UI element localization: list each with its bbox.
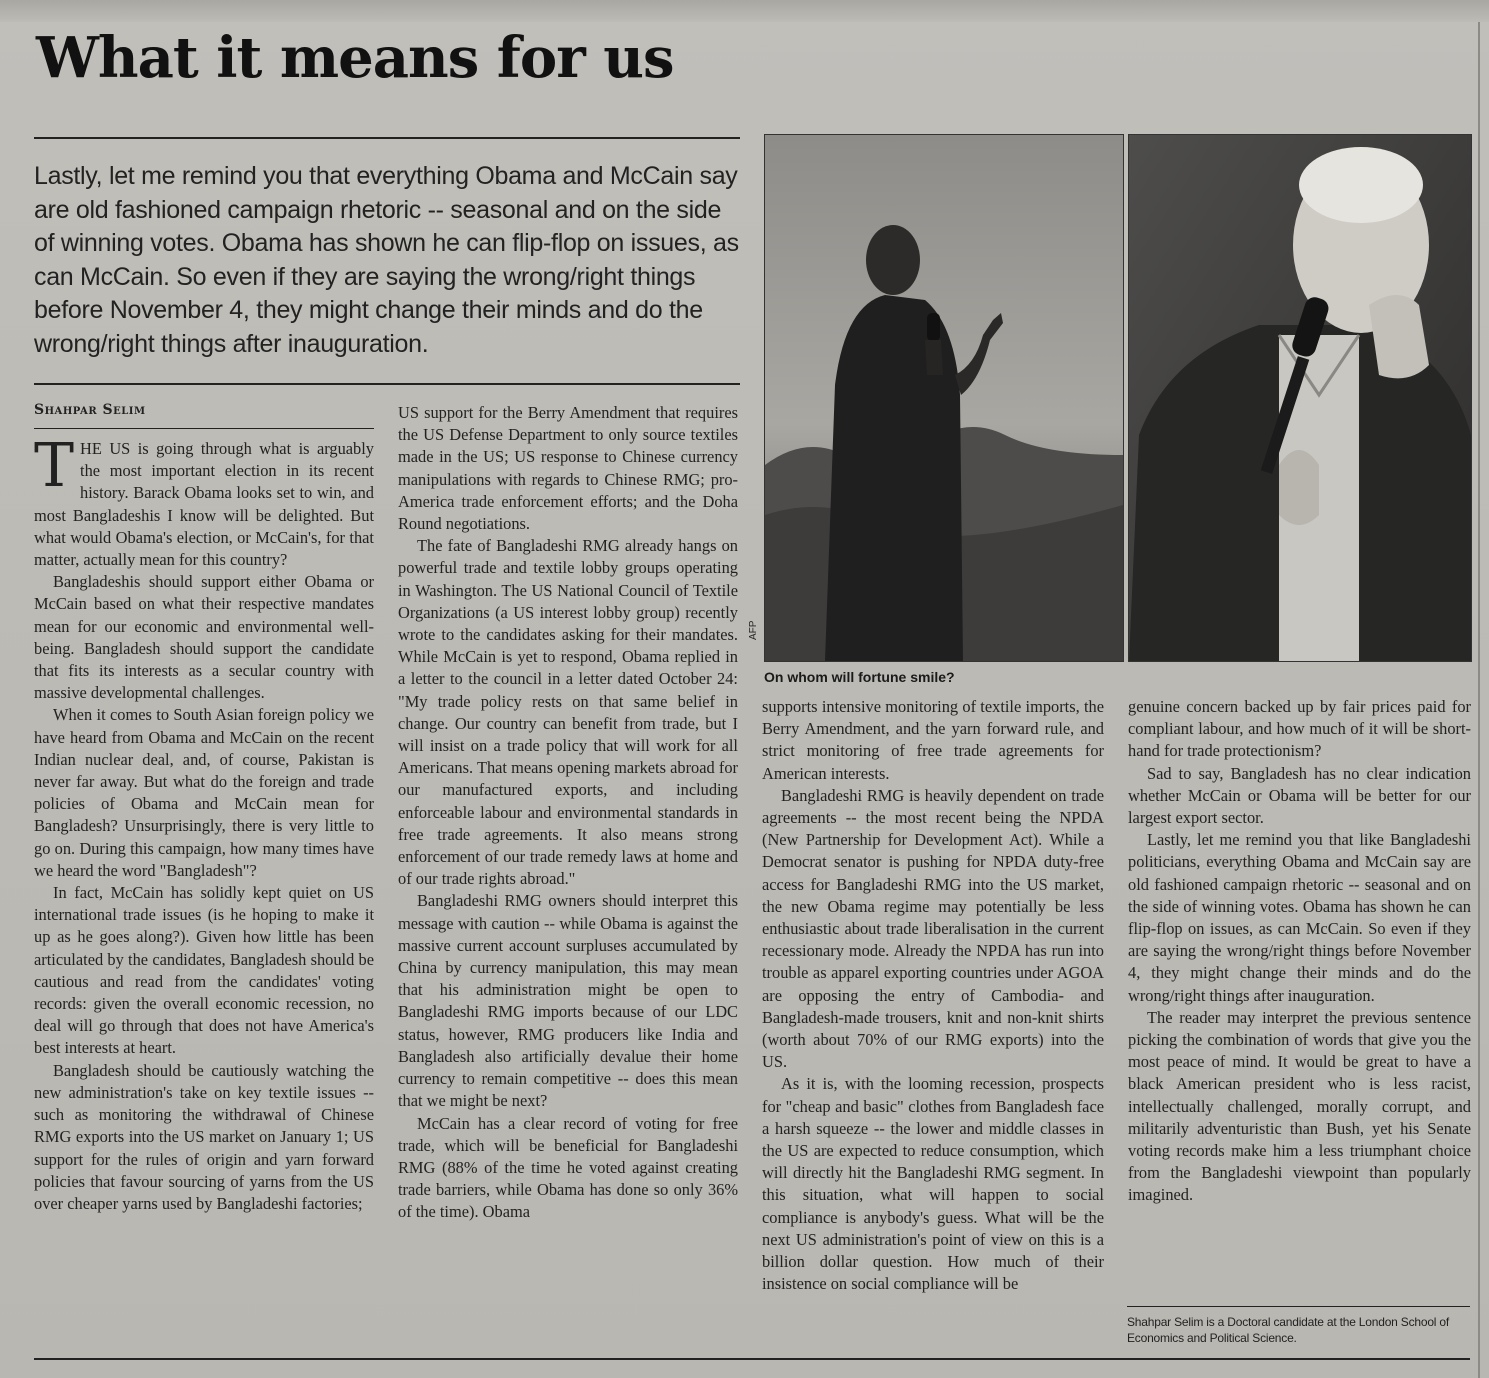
article-paragraph: Bangladesh should be cautiously watching the new administration's take on key textile issues -- such as monitoring the withdrawal of Chinese RMG exports into the US market on January 1; US support for the rules of origin and yarn forward policies that favour sourcing of yarns from the US over cheaper yarns used by Bangladeshi factories;	[34, 1060, 374, 1213]
photo-credit: AFP	[748, 620, 759, 640]
page-edge	[1478, 22, 1480, 1378]
article-paragraph: supports intensive monitoring of textile imports, the Berry Amendment, and the yarn forward rule, and strict monitoring of free trade agreements for American interests.	[762, 697, 1104, 783]
photo-obama	[764, 134, 1124, 662]
article-paragraph: McCain has a clear record of voting for free trade, which will be beneficial for Bangladeshi RMG (88% of the time he voted against creating trade barriers, while Obama has done so only 36% of the time). Obama	[398, 1113, 738, 1222]
article-paragraph: As it is, with the looming recession, prospects for "cheap and basic" clothes from Bangladesh face a harsh squeeze -- the lower and middle classes in the US are expected to reduce consumption, which will directly hit the Bangladeshi RMG segment. In this situation, what will happen to social compliance is anybody's guess. What will be the next US administration's point of view on this is a billion dollar question. How much of their insistence on social compliance will be	[762, 1074, 1104, 1294]
photo-mccain	[1128, 134, 1472, 662]
article-paragraph: THE US is going through what is arguably the most important election in its recent history. Barack Obama looks set to win, and most Bangladeshis I know will be delighted. But what would Obama's election, or McCain's, for that matter, actually mean for this country?	[34, 431, 374, 570]
article-paragraph: Bangladeshi RMG is heavily dependent on trade agreements -- the most recent being the NPDA (New Partnership for Development Act). While a Democrat senator is pushing for NPDA duty-free access for Bangladeshi RMG into the US market, the new Obama regime may potentially be less enthusiastic about trade liberalisation in the current recessionary mode. Already the NPDA has run into trouble as apparel exporting countries under AGOA are opposing the entry of Cambodia- and Bangladesh-made trousers, knit and non-knit shirts (worth about 70% of our RMG exports) into the US.	[762, 785, 1104, 1072]
article-column-3	[762, 696, 1104, 1295]
bottom-rule	[34, 1358, 1470, 1360]
article-paragraph: When it comes to South Asian foreign policy we have heard from Obama and McCain on the recent Indian nuclear deal, and, of course, Pakistan is never far away. But what do the foreign and trade policies of Obama and McCain mean for Bangladesh? Unsurprisingly, there is very little to go on. During this campaign, how many times have we heard the word "Bangladesh"?	[34, 705, 374, 880]
article-paragraph: Lastly, let me remind you that like Bangladeshi politicians, everything Obama and McCain say are old fashioned campaign rhetoric -- seasonal and on the side of winning votes. Obama has shown he can flip-flop on issues, as can McCain. So even if they are saying the wrong/right things before November 4, they might change their minds and do the wrong/right things after inauguration.	[1128, 830, 1471, 1005]
author-bio: Shahpar Selim is a Doctoral candidate at the London School of Economics and Political Science.	[1127, 1315, 1450, 1345]
deck-bottom-rule	[34, 383, 740, 385]
deck-top-rule	[34, 137, 740, 139]
byline-rule	[34, 428, 374, 429]
photo-caption: On whom will fortune smile?	[764, 669, 955, 685]
article-paragraph: genuine concern backed up by fair prices paid for compliant labour, and how much of it will be short-hand for trade protectionism?	[1128, 697, 1471, 761]
drop-cap: T	[34, 431, 75, 501]
previous-article-strip	[0, 0, 1489, 22]
article-paragraph: The fate of Bangladeshi RMG already hangs on powerful trade and textile lobby groups operating in Washington. The US National Council of Textile Organizations (a US interest lobby group) recently wrote to the candidates asking for their mandates. While McCain is yet to respond, Obama replied in a letter to the council in a letter dated October 24: "My trade policy rests on that same belief in change. Our country can benefit from trade, but I will insist on a trade policy that will work for all Americans. That means opening markets abroad for our manufactured exports, and including enforceable labour and environmental standards in free trade agreements. It also means strong enforcement of our trade remedy laws at home and of our trade rights abroad."	[398, 536, 738, 889]
article-paragraph: In fact, McCain has solidly kept quiet on US international trade issues (is he hoping to make it up as he goes along?). Given how little has been articulated by the candidates, Bangladesh should be cautious and read from the candidates' voting records: given the overall economic recession, no deal will go through that does not have America's best interests at heart.	[34, 883, 374, 1058]
article-column-4	[1128, 696, 1471, 1207]
article-paragraph: Bangladeshi RMG owners should interpret this message with caution -- while Obama is against the massive current account surpluses accumulated by China by currency manipulation, this may mean that his administration might be open to Bangladeshi RMG imports because of our LDC status, however, RMG producers like India and Bangladesh also artificially devalue their home currency to remain competitive -- does this mean that we might be next?	[398, 891, 738, 1111]
article-paragraph: Bangladeshis should support either Obama or McCain based on what their respective mandates mean for our economic and environmental well-being. Bangladesh should support the candidate that fits its interests as a secular country with massive developmental challenges.	[34, 572, 374, 703]
bio-rule	[1127, 1306, 1470, 1307]
article-paragraph: Sad to say, Bangladesh has no clear indication whether McCain or Obama will be better for our largest export sector.	[1128, 763, 1471, 828]
article-column-2	[398, 402, 738, 1224]
article-paragraph: US support for the Berry Amendment that requires the US Defense Department to only source textiles made in the US; US response to Chinese currency manipulations with regards to Chinese RMG; pro-America trade enforcement efforts; and the Doha Round negotiations.	[398, 403, 738, 534]
headline: What it means for us	[36, 25, 674, 91]
byline: Shahpar Selim	[34, 402, 146, 418]
article-column-1	[34, 431, 374, 1215]
deck-pull-quote: Lastly, let me remind you that everything Obama and McCain say are old fashioned campaign rhetoric -- seasonal and on the side of winning votes. Obama has shown he can flip-flop on issues, as can McCain. So even if they are saying the wrong/right things before November 4, they might change their minds and do the wrong/right things after inauguration.	[34, 162, 739, 358]
article-paragraph: The reader may interpret the previous sentence picking the combination of words that give you the most peace of mind. It would be great to have a black American president who is less racist, intellectually challenged, morally corrupt, and militarily adventuristic than Bush, yet his Senate voting records make him a less triumphant choice from the Bangladeshi viewpoint than popularly imagined.	[1128, 1007, 1471, 1205]
